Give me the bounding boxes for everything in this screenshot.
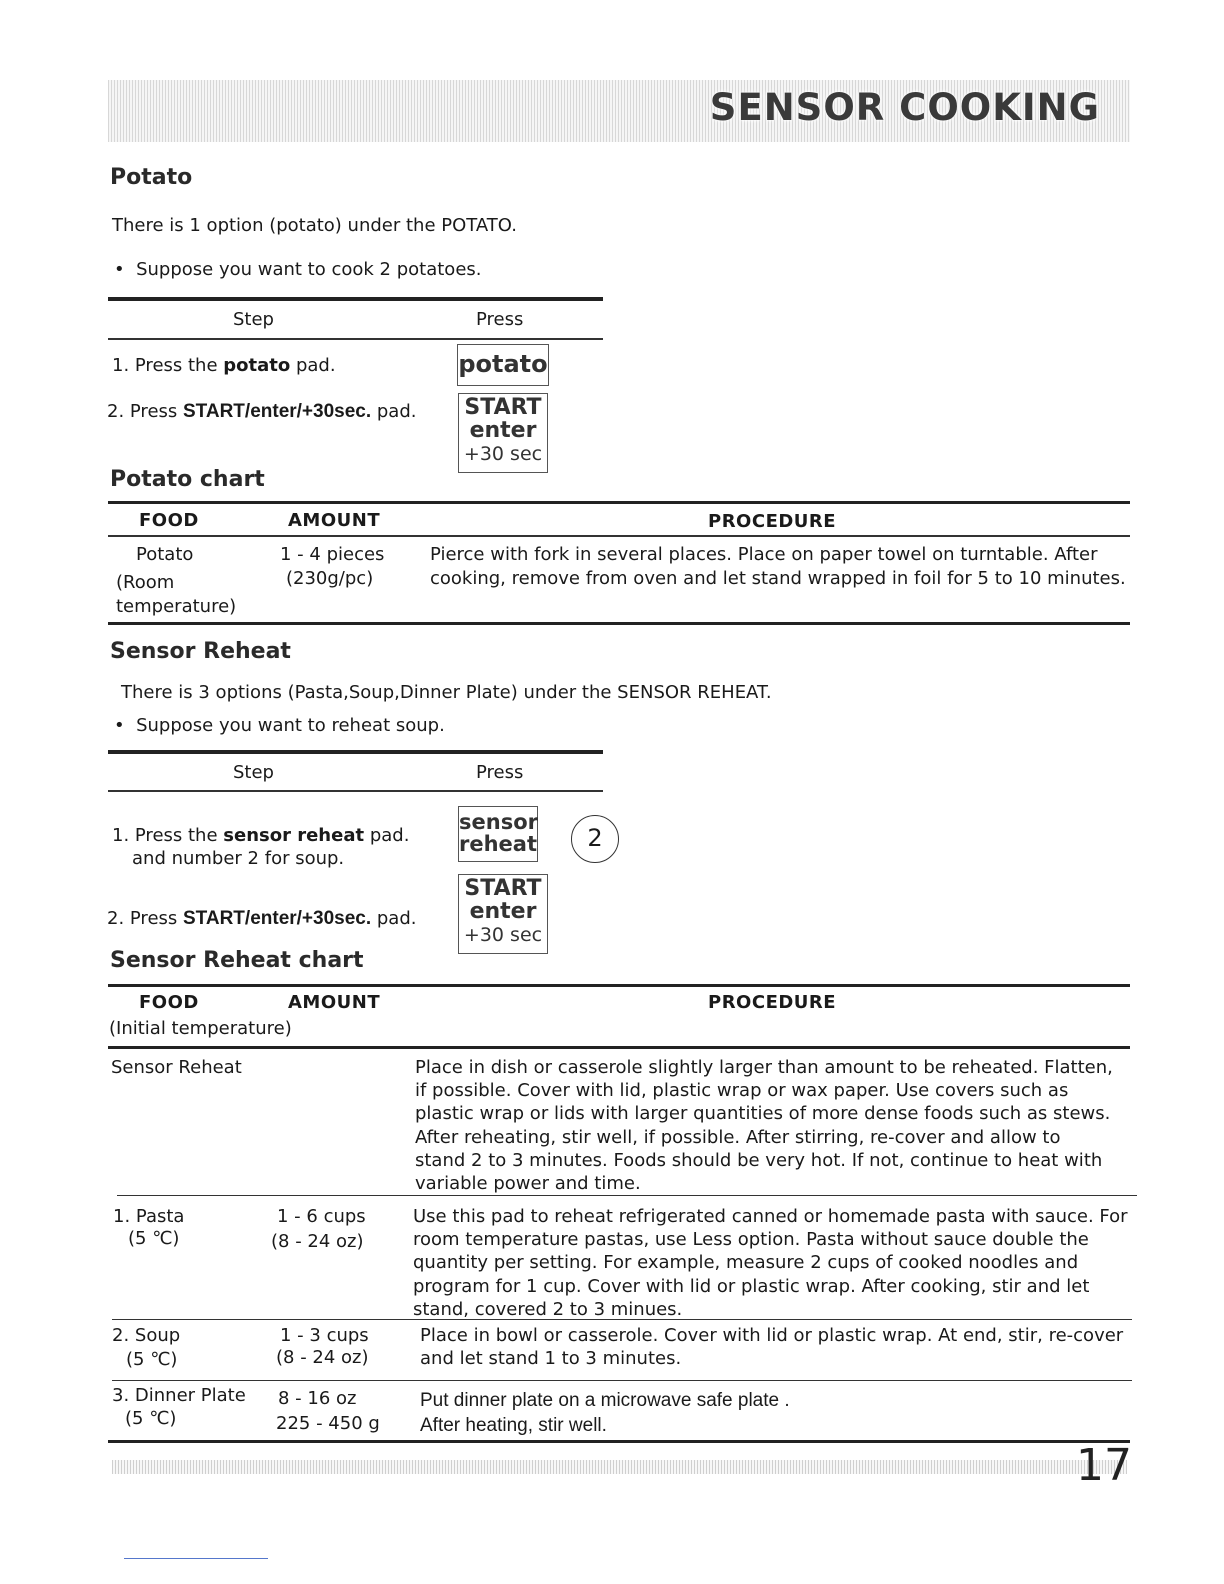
- step-column-header: Step: [233, 762, 274, 783]
- potato-food: temperature): [116, 596, 237, 617]
- potato-food: Potato: [136, 544, 194, 565]
- amount-column-header: AMOUNT: [288, 992, 381, 1013]
- divider: [108, 501, 1130, 504]
- divider: [108, 984, 1130, 987]
- table-row-amount: (8 - 24 oz): [276, 1347, 369, 1368]
- amount-column-header: AMOUNT: [288, 510, 381, 531]
- potato-chart-heading: Potato chart: [110, 467, 265, 492]
- sensor-reheat-heading: Sensor Reheat: [110, 639, 291, 664]
- potato-procedure: Pierce with fork in several places. Place on paper towel on turntable. After: [430, 544, 1098, 565]
- sensor-reheat-intro: There is 3 options (Pasta,Soup,Dinner Plate) under the SENSOR REHEAT.: [121, 682, 772, 703]
- number-2-key: 2: [571, 815, 619, 863]
- sensor-reheat-bullet: [114, 714, 445, 737]
- divider: [108, 535, 1130, 537]
- table-row-amount: 8 - 16 oz: [278, 1388, 357, 1409]
- potato-intro: There is 1 option (potato) under the POTATO.: [112, 215, 517, 236]
- table-row-amount: 1 - 3 cups: [280, 1325, 369, 1346]
- step-column-header: Step: [233, 309, 274, 330]
- divider: [108, 750, 603, 754]
- table-row-temp: (5 ℃): [125, 1408, 177, 1429]
- table-row-temp: (5 ℃): [128, 1228, 180, 1249]
- procedure-column-header: PROCEDURE: [708, 511, 837, 532]
- reheat-step-2: 2. Press START/enter/+30sec. pad.: [107, 908, 417, 929]
- table-row-amount: 225 - 450 g: [276, 1413, 380, 1434]
- divider: [108, 1440, 1130, 1443]
- divider: [108, 338, 603, 340]
- divider: [112, 1319, 1132, 1320]
- press-column-header: Press: [476, 309, 524, 330]
- divider: [108, 622, 1130, 625]
- potato-bullet-text: Suppose you want to cook 2 potatoes.: [136, 259, 482, 280]
- potato-amount: 1 - 4 pieces: [280, 544, 385, 565]
- table-row-temp: (5 ℃): [126, 1349, 178, 1370]
- potato-step-1: 1. Press the potato pad.: [112, 355, 336, 376]
- divider: [124, 1558, 268, 1559]
- reheat-general-procedure: Place in dish or casserole slightly larger than amount to be reheated. Flatten, if possible. Cover with lid, plastic wrap or wax paper. Use covers such as plastic wrap or lids with larger quantities of more dense foods such as stews. After reheating, stir well, if possible. After stirring, re-cover and allow to stand 2 to 3 minutes. Foods should be very hot. If not, continue to heat with variable power and time.: [415, 1057, 1113, 1195]
- reheat-step-1-detail: and number 2 for soup.: [132, 848, 345, 869]
- page-number: 17: [1076, 1440, 1132, 1491]
- divider: [108, 297, 603, 301]
- reheat-chart-heading: Sensor Reheat chart: [110, 948, 364, 973]
- divider: [108, 1046, 1130, 1049]
- table-row-procedure: Place in bowl or casserole. Cover with lid or plastic wrap. At end, stir, re-cover and let stand 1 to 3 minutes.: [420, 1325, 1124, 1370]
- divider: [108, 790, 603, 792]
- table-row-procedure: Use this pad to reheat refrigerated canned or homemade pasta with sauce. For room temperature pastas, use Less option. Pasta without sauce double the quantity per setting. For example, measure 2 cups of cooked noodles and program for 1 cup. Cover with lid or plastic wrap. After cooking, stir and let stand, covered 2 to 3 minues.: [413, 1206, 1128, 1320]
- procedure-column-header: PROCEDURE: [708, 992, 837, 1013]
- sensor-reheat-pad: sensor reheat: [458, 806, 538, 862]
- reheat-step-1: 1. Press the sensor reheat pad.: [112, 825, 410, 846]
- table-row-food: 2. Soup: [112, 1325, 181, 1346]
- divider: [112, 1380, 1132, 1381]
- bullet-icon: •: [114, 259, 125, 280]
- potato-amount: (230g/pc): [286, 568, 374, 589]
- bullet-icon: •: [114, 715, 125, 736]
- table-row-amount: 1 - 6 cups: [277, 1206, 366, 1227]
- page-title: SENSOR COOKING: [709, 86, 1100, 129]
- start-enter-pad: START enter +30 sec: [458, 393, 548, 473]
- press-column-header: Press: [476, 762, 524, 783]
- reheat-general-food: Sensor Reheat: [111, 1057, 242, 1078]
- footer-band: [112, 1460, 1127, 1474]
- potato-food: (Room: [116, 572, 175, 593]
- food-column-header: FOOD: [139, 510, 199, 531]
- potato-step-2: 2. Press START/enter/+30sec. pad.: [107, 401, 417, 422]
- table-row-procedure: Put dinner plate on a microwave safe plate . After heating, stir well.: [420, 1390, 790, 1436]
- start-enter-pad: START enter +30 sec: [458, 874, 548, 954]
- table-row-food: 1. Pasta: [113, 1206, 185, 1227]
- potato-procedure: cooking, remove from oven and let stand wrapped in foil for 5 to 10 minutes.: [430, 568, 1126, 589]
- table-row-amount: (8 - 24 oz): [271, 1231, 364, 1252]
- potato-heading: Potato: [110, 165, 193, 190]
- table-row-food: 3. Dinner Plate: [112, 1385, 246, 1406]
- food-column-subheader: (Initial temperature): [109, 1018, 292, 1039]
- food-column-header: FOOD: [139, 992, 199, 1013]
- potato-bullet: [114, 258, 482, 281]
- potato-pad: potato: [457, 344, 549, 386]
- sensor-reheat-bullet-text: Suppose you want to reheat soup.: [136, 715, 445, 736]
- divider: [117, 1195, 1137, 1196]
